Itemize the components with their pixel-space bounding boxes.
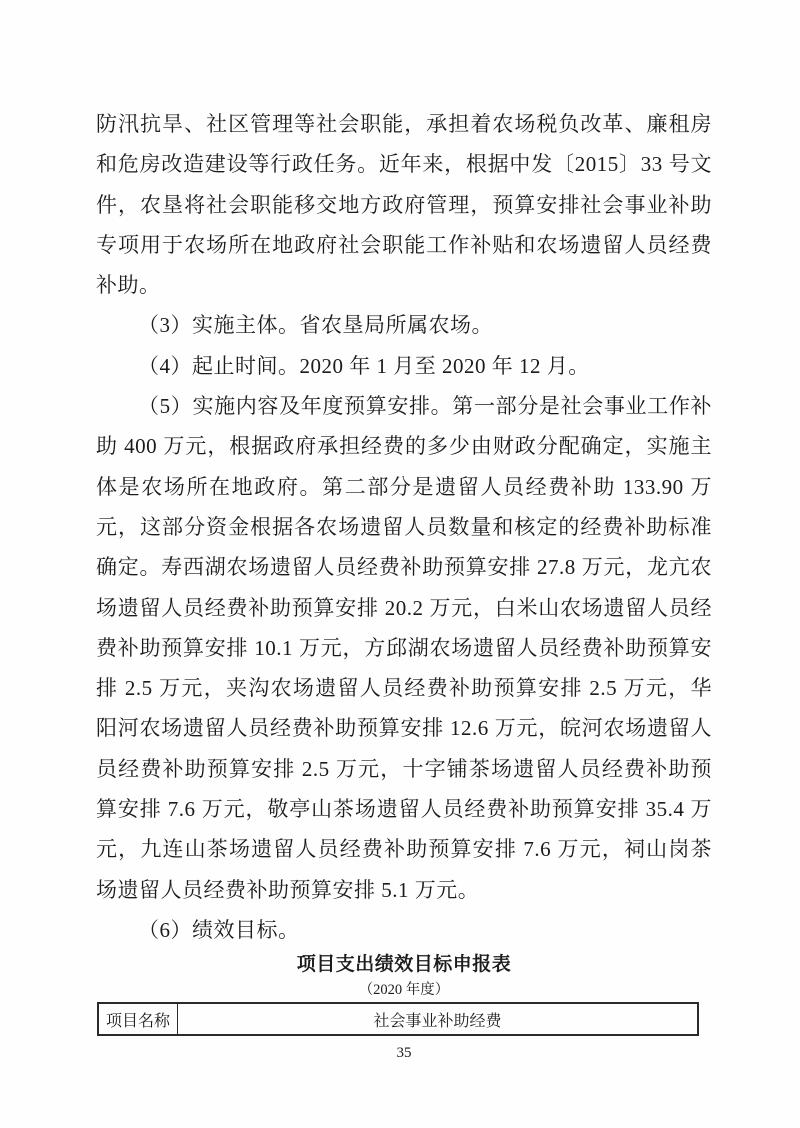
text-line: 排 2.5 万元，夹沟农场遗留人员经费补助预算安排 2.5 万元，华	[96, 676, 712, 701]
goal-table-title: 项目支出绩效目标申报表	[296, 954, 512, 976]
text-line: 助 400 万元，根据政府承担经费的多少由财政分配确定，实施主	[96, 434, 712, 459]
text-line: 体是农场所在地政府。第二部分是遗留人员经费补助 133.90 万	[96, 474, 712, 499]
text-line: 阳河农场遗留人员经费补助预算安排 12.6 万元，皖河农场遗留人	[96, 716, 712, 741]
text-line: 专项用于农场所在地政府社会职能工作补贴和农场遗留人员经费	[96, 232, 712, 257]
text-line: 元，九连山茶场遗留人员经费补助预算安排 7.6 万元，祠山岗茶	[96, 837, 712, 862]
document-body	[96, 104, 712, 1063]
text-line: 员经费补助预算安排 2.5 万元，十字铺茶场遗留人员经费补助预	[96, 756, 712, 781]
text-line: 防汛抗旱、社区管理等社会职能，承担着农场税负改革、廉租房	[96, 112, 712, 136]
goal-table-subtitle: （2020 年度）	[358, 982, 450, 999]
project-name-label-cell: 项目名称	[98, 1003, 178, 1035]
text-line: 场遗留人员经费补助预算安排 5.1 万元。	[96, 877, 480, 902]
text-line: 费补助预算安排 10.1 万元，方邱湖农场遗留人员经费补助预算安	[96, 635, 712, 660]
text-line: 补助。	[96, 273, 161, 298]
performance-goal-table	[97, 1002, 699, 1036]
text-line: 场遗留人员经费补助预算安排 20.2 万元，白米山农场遗留人员经	[96, 595, 712, 620]
text-line: 元，这部分资金根据各农场遗留人员数量和核定的经费补助标准	[96, 514, 712, 539]
text-line-item-3: （3）实施主体。省农垦局所属农场。	[138, 313, 493, 338]
text-line: 确定。寿西湖农场遗留人员经费补助预算安排 27.8 万元，龙亢农	[96, 555, 712, 580]
text-line-item-4: （4）起止时间。2020 年 1 月至 2020 年 12 月。	[138, 353, 590, 378]
text-line: 算安排 7.6 万元，敬亭山茶场遗留人员经费补助预算安排 35.4 万	[96, 797, 712, 822]
text-line: 和危房改造建设等行政任务。近年来，根据中发〔2015〕33 号文	[96, 152, 712, 177]
text-line: 件，农垦将社会职能移交地方政府管理，预算安排社会事业补助	[96, 192, 712, 217]
table-row	[98, 1003, 698, 1035]
text-line-item-5: （5）实施内容及年度预算安排。第一部分是社会事业工作补	[138, 394, 712, 419]
text-line-item-6: （6）绩效目标。	[138, 917, 300, 942]
page-number: 35	[396, 1045, 412, 1062]
project-name-value-cell: 社会事业补助经费	[178, 1003, 699, 1035]
